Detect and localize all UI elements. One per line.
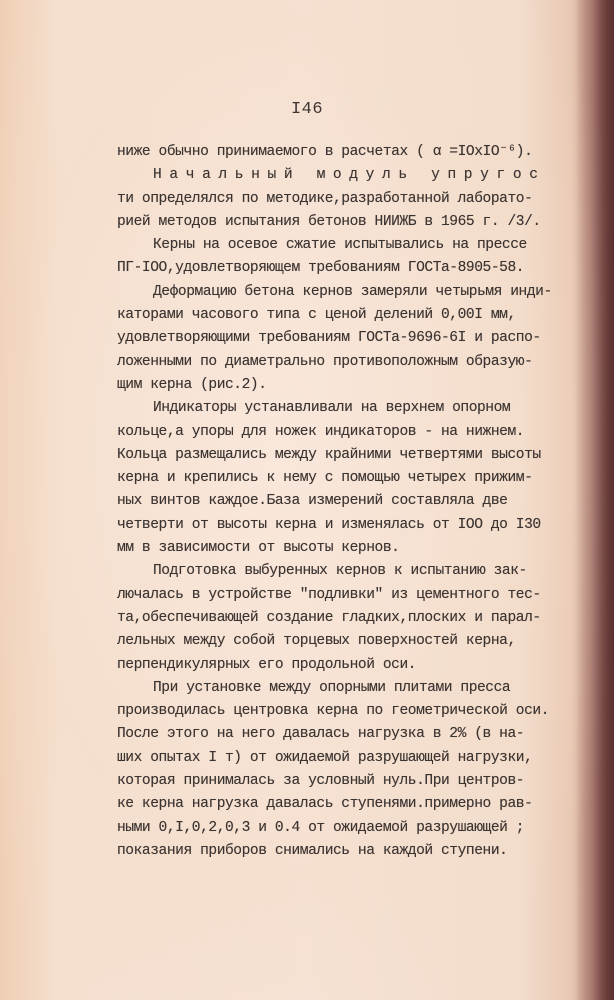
text-line: каторами часового типа с ценой делений 0,00I мм,: [117, 307, 516, 324]
page-number: I46: [290, 100, 324, 119]
text-line: ными 0,I,0,2,0,3 и 0.4 от ожидаемой разрушающей ;: [117, 819, 525, 836]
text-line: показания приборов снимались на каждой ступени.: [117, 842, 508, 859]
text-line: та,обеспечивающей создание гладких,плоских и парал-: [117, 609, 541, 626]
text-line: рией методов испытания бетонов НИИЖБ в 1965 г. /3/.: [117, 213, 541, 230]
text-line: производилась центровка керна по геометрической оси.: [117, 703, 549, 720]
text-line: перпендикулярных его продольной оси.: [117, 656, 417, 673]
text-line: щим керна (рис.2).: [117, 376, 267, 393]
text-line: Начальный модуль упругос: [153, 167, 546, 184]
text-line: ных винтов каждое.База измерений составляла две: [117, 493, 508, 510]
text-line: кольце,а упоры для ножек индикаторов - на нижнем.: [117, 423, 525, 440]
text-line: четверти от высоты керна и изменялась от IOO до I30: [117, 516, 541, 533]
text-line: удовлетворяющими требованиям ГОСТа-9696-6I и распо-: [117, 330, 541, 347]
text-line: Кольца размещались между крайними четвертями высоты: [117, 446, 541, 463]
text-line: При установке между опорными плитами пресса: [153, 679, 511, 696]
text-line: ти определялся по методике,разработанной лаборато-: [117, 190, 533, 207]
text-line: лельных между собой торцевых поверхностей керна,: [117, 633, 516, 650]
text-line: керна и крепились к нему с помощью четырех прижим-: [117, 470, 533, 487]
text-line: После этого на него давалась нагрузка в 2% (в на-: [117, 726, 525, 743]
text-line: которая принималась за условный нуль.При центров-: [117, 773, 525, 790]
text-line: ниже обычно принимаемого в расчетах ( α =IOxIO⁻⁶).: [117, 144, 533, 160]
text-line: Подготовка выбуренных кернов к испытанию зак-: [153, 563, 527, 580]
text-line: лючалась в устройстве "подливки" из цементного тес-: [117, 586, 541, 603]
text-line: мм в зависимости от высоты кернов.: [117, 540, 400, 557]
text-line: Керны на осевое сжатие испытывались на прессе: [153, 237, 527, 254]
text-line: ложенными по диаметрально противоположным образую-: [117, 353, 533, 370]
text-line: ке керна нагрузка давалась ступенями.примерно рав-: [117, 796, 533, 813]
text-line: ших опытах I т) от ожидаемой разрушающей нагрузки,: [117, 749, 533, 766]
text-line: Индикаторы устанавливали на верхнем опорном: [153, 400, 511, 417]
body-text: [117, 141, 587, 863]
text-line: Деформацию бетона кернов замеряли четырьмя инди-: [153, 283, 552, 300]
text-line: ПГ-IOO,удовлетворяющем требованиям ГОСТа-8905-58.: [117, 260, 525, 277]
